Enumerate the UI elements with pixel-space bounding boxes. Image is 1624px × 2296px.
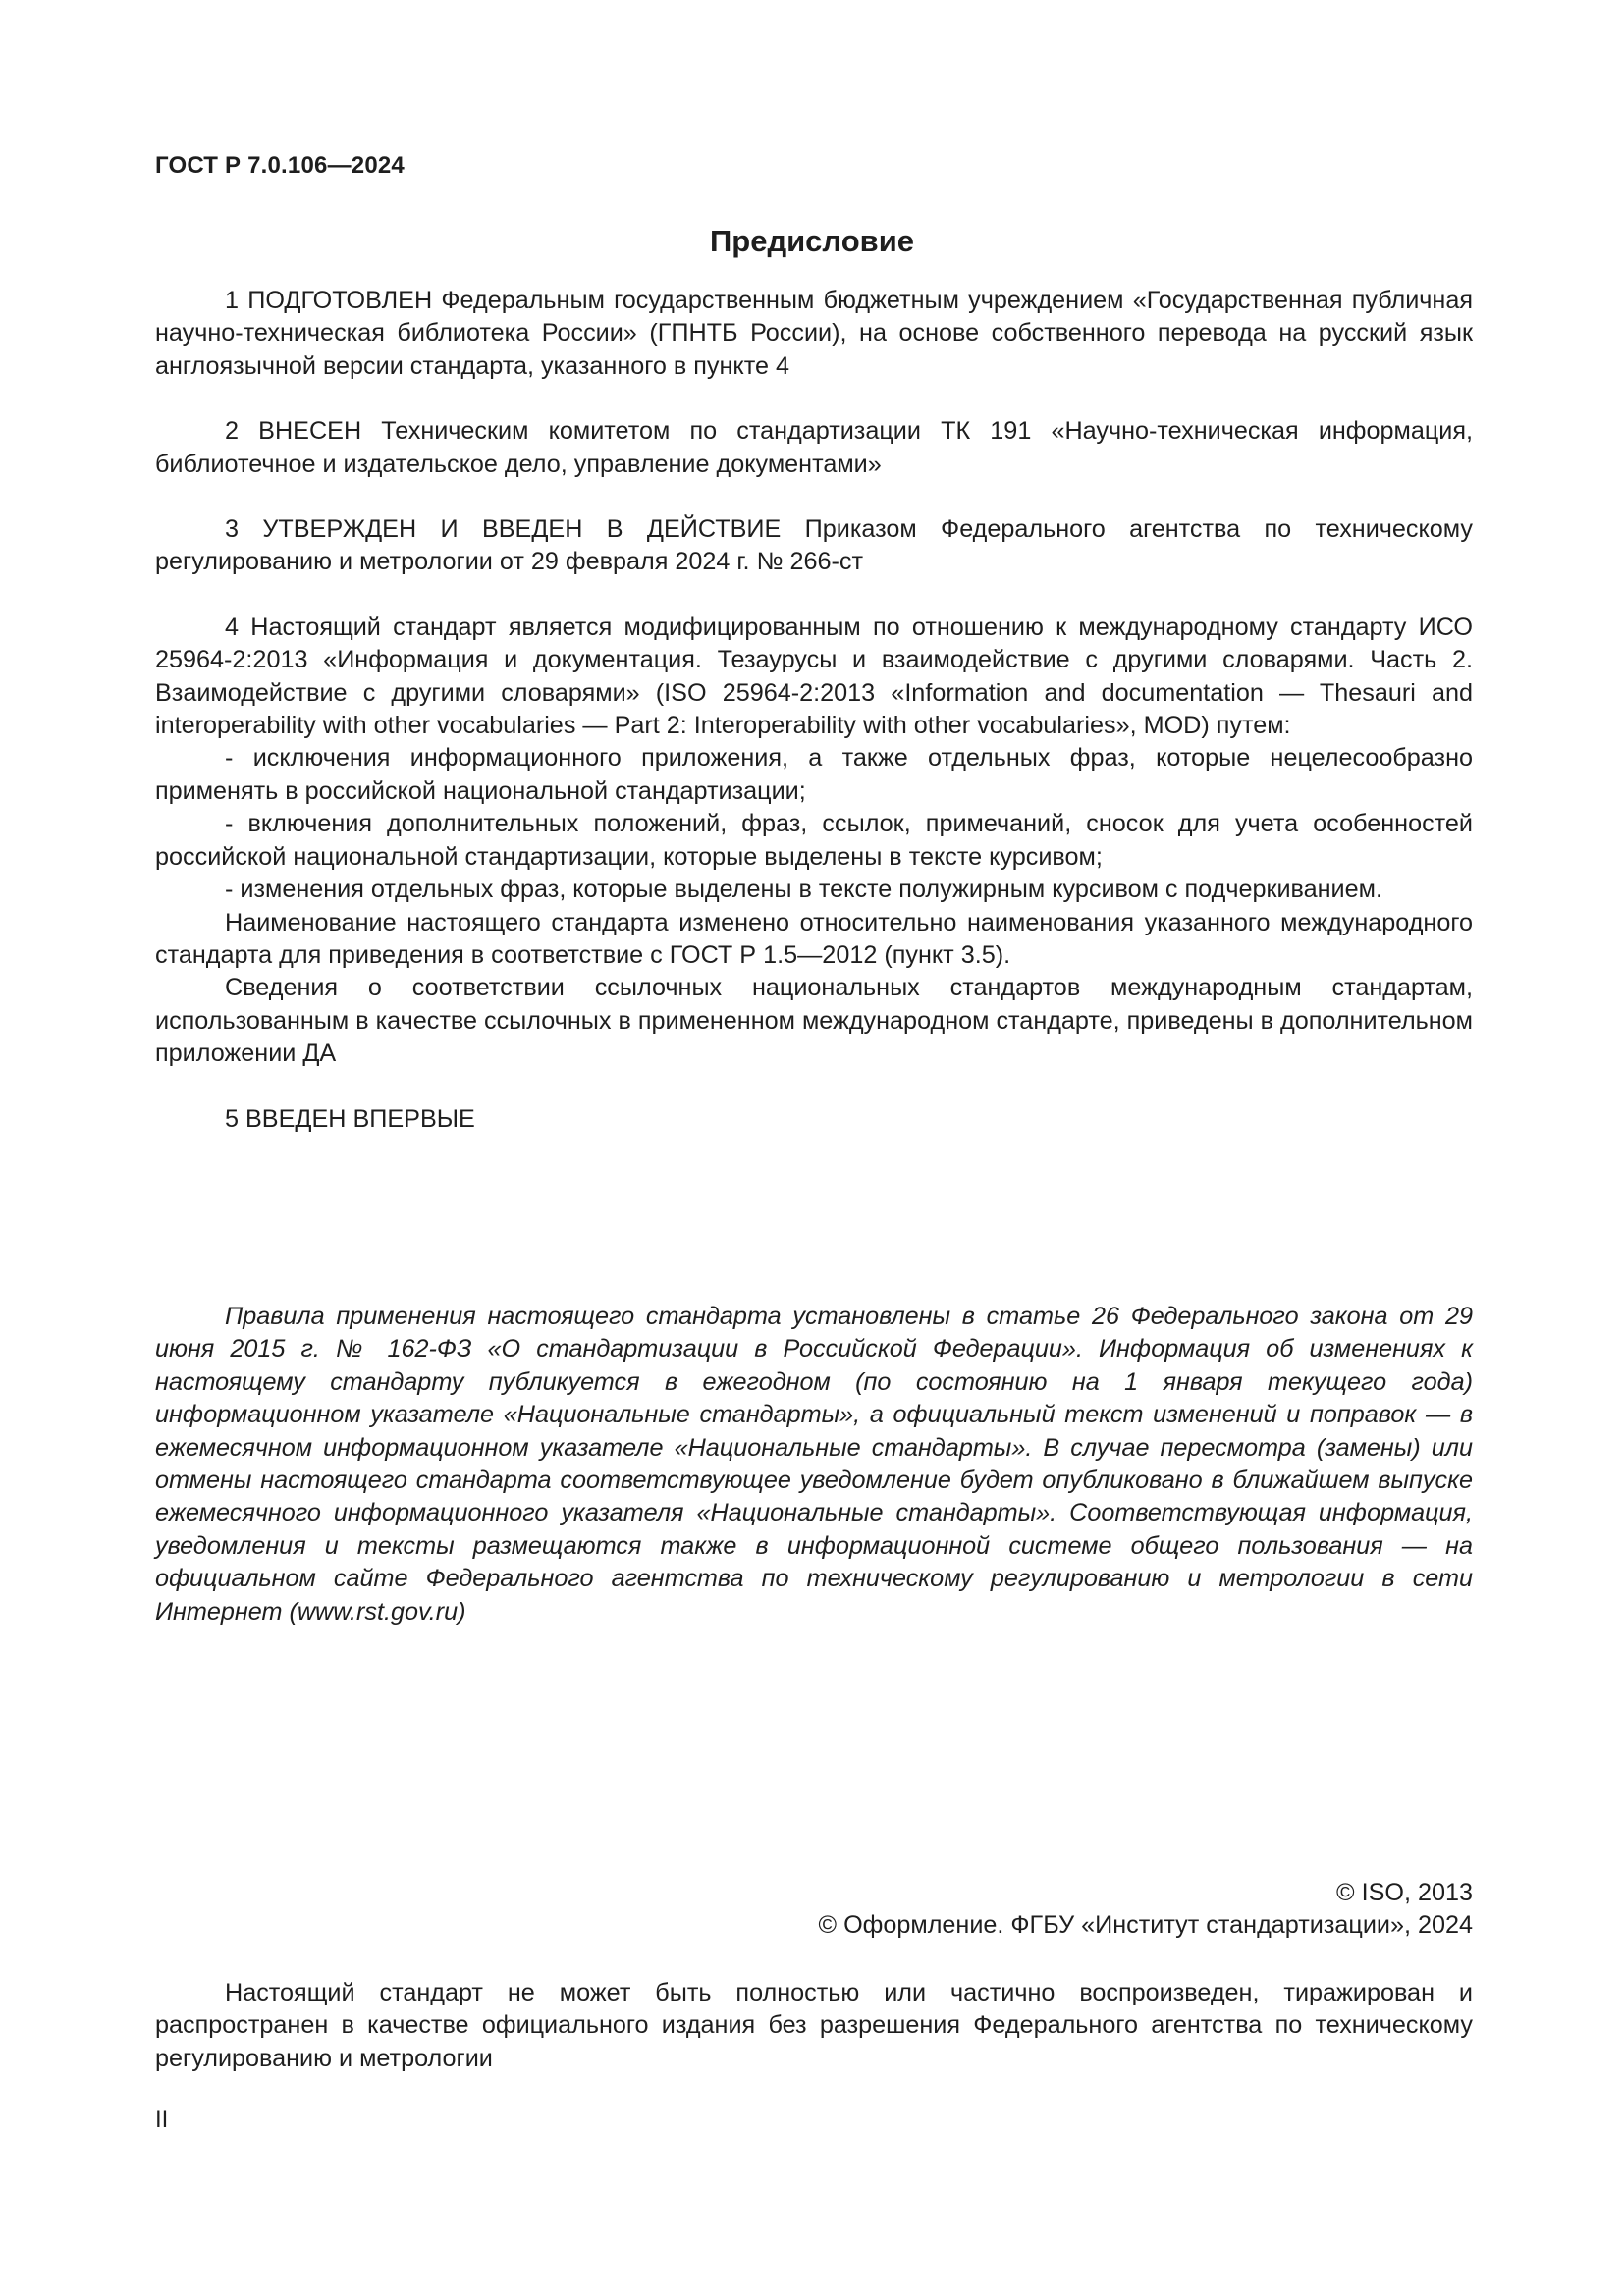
- legal-note: [155, 1301, 1473, 1629]
- list-item-changes: - изменения отдельных фраз, которые выделены в тексте полужирным курсивом с подчеркиванием.: [225, 876, 1382, 904]
- paragraph-first-introduced: 5 ВВЕДЕН ВПЕРВЫЕ: [225, 1104, 475, 1133]
- list-item-inclusion: - включения дополнительных положений, фраз, ссылок, примечаний, сносок для учета особенностей российской национальной стандартизации, которые выделены в тексте курсивом;: [155, 810, 1473, 871]
- paragraph-introduced: 2 ВНЕСЕН Техническим комитетом по стандартизации ТК 191 «Научно-техническая информация, библиотечное и издательское дело, управление документами»: [155, 417, 1473, 478]
- page-number: II: [155, 2107, 169, 2133]
- page-title: Предисловие: [709, 224, 914, 258]
- list-item-exclusion: - исключения информационного приложения, а также отдельных фраз, которые нецелесообразно применять в российской национальной стандартизации;: [155, 744, 1473, 805]
- paragraph-approved: 3 УТВЕРЖДЕН И ВВЕДЕН В ДЕЙСТВИЕ Приказом Федерального агентства по техническому регулированию и метрологии от 29 февраля 2024 г. № 266-ст: [155, 515, 1473, 576]
- foreword-body: [155, 285, 1473, 1136]
- paragraph-title-change: Наименование настоящего стандарта изменено относительно наименования указанного международного стандарта для приведения в соответствие с ГОСТ Р 1.5—2012 (пункт 3.5).: [155, 908, 1473, 969]
- paragraph-prepared: 1 ПОДГОТОВЛЕН Федеральным государственным бюджетным учреждением «Государственная публичная научно-техническая библиотека России» (ГПНТБ России), на основе собственного перевода на русский язык англоязычной версии стандарта, указанного в пункте 4: [155, 287, 1473, 380]
- copyright-block: [819, 1877, 1473, 1943]
- reproduction-notice: [155, 1977, 1473, 2075]
- reproduction-notice-text: Настоящий стандарт не может быть полностью или частично воспроизведен, тиражирован и распространен в качестве официального издания без разрешения Федерального агентства по техническому регулированию и метрологии: [155, 1979, 1473, 2072]
- paragraph-modified: 4 Настоящий стандарт является модифицированным по отношению к международному стандарту ИСО 25964-2:2013 «Информация и документация. Тезаурусы и взаимодействие с другими словарями. Часть 2. Взаимодействие с другими словарями» (ISO 25964-2:2013 «Information and documentation — Thesauri and interoperability with other vocabularies — Part 2: Interoperability with other vocabularies», MOD) путем:: [155, 613, 1473, 740]
- paragraph-references: Сведения о соответствии ссылочных национальных стандартов международным стандартам, использованным в качестве ссылочных в примененном международном стандарте, приведены в дополнительном приложении ДА: [155, 974, 1473, 1068]
- legal-note-text: Правила применения настоящего стандарта установлены в статье 26 Федерального закона от 29 июня 2015 г. № 162-ФЗ «О стандартизации в Российской Федерации». Информация об изменениях к настоящему стандарту публикуется в ежегодном (по состоянию на 1 января текущего года) информационном указателе «Национальные стандарты», а официальный текст изменений и поправок — в ежемесячном информационном указателе «Национальные стандарты». В случае пересмотра (замены) или отмены настоящего стандарта соответствующее уведомление будет опубликовано в ближайшем выпуске ежемесячного информационного указателя «Национальные стандарты». Соответствующая информация, уведомления и тексты размещаются также в информационной системе общего пользования — на официальном сайте Федерального агентства по техническому регулированию и метрологии в сети Интернет (www.rst.gov.ru): [155, 1303, 1473, 1626]
- copyright-iso: © ISO, 2013: [1336, 1879, 1473, 1906]
- standard-code: ГОСТ Р 7.0.106—2024: [155, 152, 405, 179]
- copyright-design: © Оформление. ФГБУ «Институт стандартизации», 2024: [818, 1911, 1473, 1940]
